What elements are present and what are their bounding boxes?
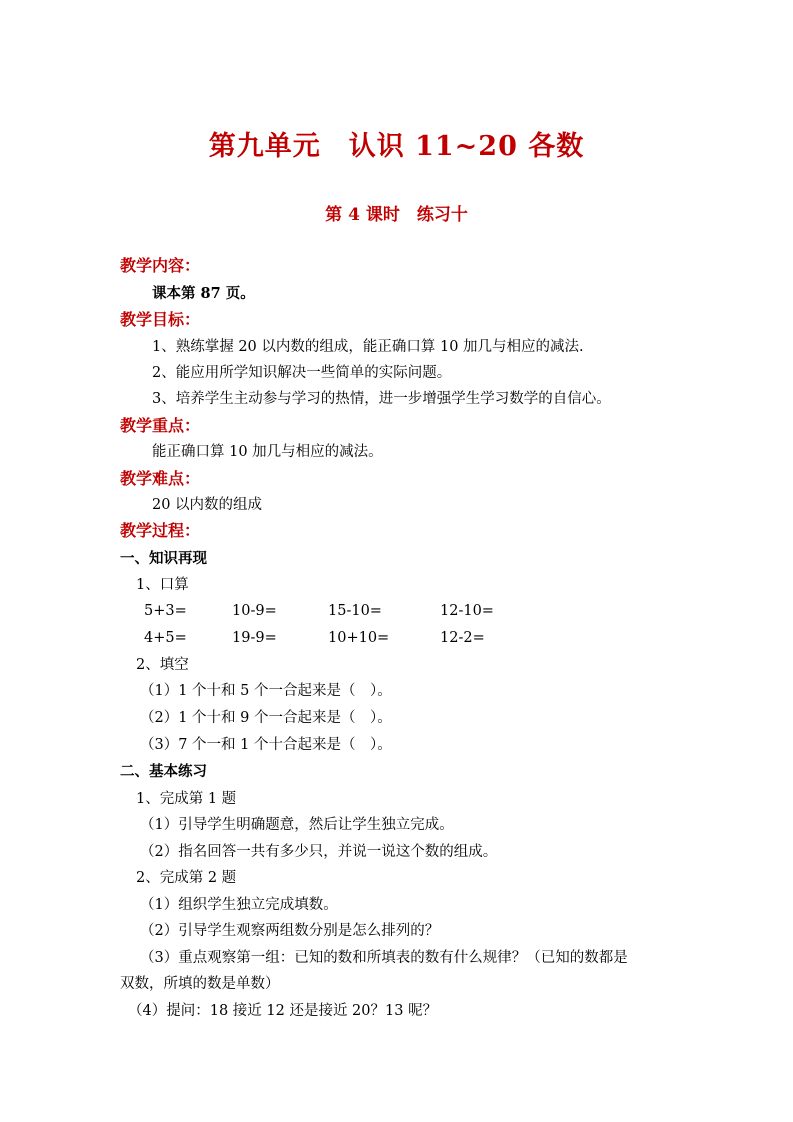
oral-problem: 10+10= xyxy=(328,630,390,646)
section-title: 二、基本练习 xyxy=(120,763,207,780)
oral-title: 1、口算 xyxy=(136,577,189,593)
exercise-item: （3）重点观察第一组：已知的数和所填表的数有什么规律？（已知的数都是 xyxy=(140,950,628,966)
fill-item: （3）7 个一和 1 个十合起来是（ ）。 xyxy=(140,737,392,753)
exercise-item: （1）引导学生明确题意，然后让学生独立完成。 xyxy=(140,817,454,833)
content-text: 课本第 87 页。 xyxy=(152,285,255,302)
exercise-item: 双数，所填的数是单数） xyxy=(120,976,280,992)
key-heading: 教学重点： xyxy=(120,416,201,435)
process-heading: 教学过程： xyxy=(120,521,201,540)
exercise-item: （1）组织学生独立完成填数。 xyxy=(140,897,338,913)
difficulty-heading: 教学难点： xyxy=(120,469,201,488)
exercise-title: 1、完成第 1 题 xyxy=(136,791,237,807)
oral-problem: 19-9= xyxy=(232,630,277,646)
fill-item: （2）1 个十和 9 个一合起来是（ ）。 xyxy=(140,710,392,726)
oral-problem: 10-9= xyxy=(232,603,277,619)
fill-title: 2、填空 xyxy=(136,657,189,673)
oral-problem: 15-10= xyxy=(328,603,382,619)
goal-item: 3、培养学生主动参与学习的热情，进一步增强学生学习数学的自信心。 xyxy=(152,391,611,407)
section-title: 一、知识再现 xyxy=(120,550,207,567)
fill-item: （1）1 个十和 5 个一合起来是（ ）。 xyxy=(140,683,392,699)
difficulty-text: 20 以内数的组成 xyxy=(152,497,263,513)
goal-item: 2、能应用所学知识解决一些简单的实际问题。 xyxy=(152,365,452,381)
page-title: 第九单元 认识 11~20 各数 xyxy=(208,131,585,162)
exercise-title: 2、完成第 2 题 xyxy=(136,870,237,886)
content-heading: 教学内容： xyxy=(120,256,201,275)
oral-problem: 4+5= xyxy=(144,630,187,646)
exercise-item: （2）引导学生观察两组数分别是怎么排列的？ xyxy=(140,923,440,939)
lesson-subtitle: 第 4 课时 练习十 xyxy=(325,205,468,225)
oral-problem: 5+3= xyxy=(144,603,187,619)
goals-heading: 教学目标： xyxy=(120,310,201,329)
key-text: 能正确口算 10 加几与相应的减法。 xyxy=(152,444,383,460)
exercise-item: （2）指名回答一共有多少只，并说一说这个数的组成。 xyxy=(140,844,498,860)
oral-problem: 12-10= xyxy=(440,603,494,619)
exercise-item: （4）提问：18 接近 12 还是接近 20？13 呢？ xyxy=(128,1003,438,1019)
goal-item: 1、熟练掌握 20 以内数的组成，能正确口算 10 加几与相应的减法. xyxy=(152,339,584,355)
oral-problem: 12-2= xyxy=(440,630,485,646)
